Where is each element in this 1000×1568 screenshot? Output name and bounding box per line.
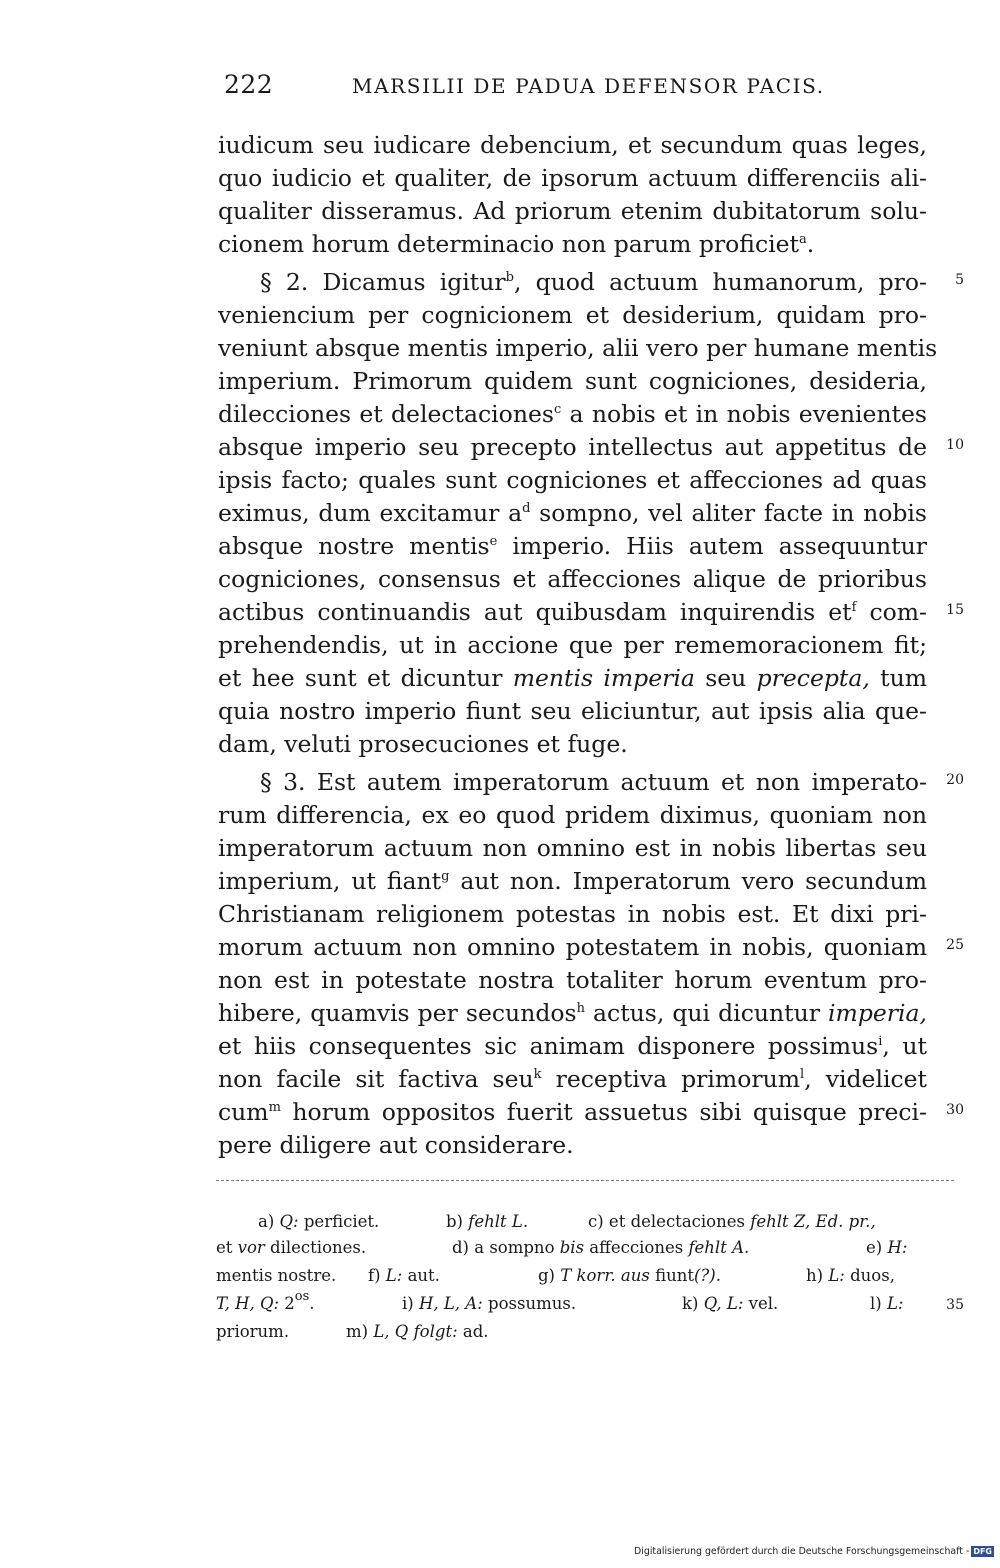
footnote-divider [216, 1180, 954, 1181]
digitization-credit: Digitalisierung gefördert durch die Deutsche Forschungsgemeinschaft - DFG [634, 1546, 992, 1557]
footnote-ref: h [576, 1001, 585, 1016]
text-line: dam, veluti prosecuciones et fuge. [218, 730, 628, 758]
footnote-i: i) H, L, A: possumus. [402, 1294, 577, 1313]
text-line: prehendendis, ut in accione que per rememoracionem fit; [218, 631, 927, 659]
text-line: et hiis consequentes sic animam disponere possimus$^i$, ut [218, 1032, 927, 1060]
footnote-ref: b [505, 270, 514, 285]
text-line: § 3. Est autem imperatorum actuum et non imperato- [260, 768, 927, 796]
text-line: dilecciones et delectaciones$^c$ a nobis et in nobis evenientes [218, 400, 927, 428]
dfg-logo-icon: DFG [973, 1547, 992, 1556]
line-number: 10 [946, 437, 964, 453]
text-line: non est in potestate nostra totaliter horum eventum pro- [218, 966, 927, 994]
footnote-k: k) Q, L: vel. [682, 1294, 779, 1313]
text-line: quia nostro imperio fiunt seu eliciuntur, aut ipsis alia que- [218, 697, 927, 725]
footnote-ref: d [522, 501, 531, 516]
text-line: morum actuum non omnino potestatem in nobis, quoniam [218, 933, 927, 961]
text-line: rum differencia, ex eo quod pridem diximus, quoniam non [218, 801, 927, 829]
footnote-ref: i [878, 1034, 883, 1049]
footnote-ref: c [553, 402, 562, 417]
text-line: imperatorum actuum non omnino est in nobis libertas seu [218, 834, 927, 862]
footnote-l-cont: priorum. [216, 1322, 290, 1341]
footnote-h-cont: T, H, Q: $2^{os}$. [216, 1289, 315, 1313]
footnote-c-cont: et vor dilectiones. [216, 1238, 367, 1257]
text-line: eximus, dum excitamur $a^d$ sompno, vel aliter facte in nobis [218, 499, 927, 527]
text-line: qualiter disseramus. Ad priorum etenim dubitatorum solu- [218, 197, 927, 225]
footnote-ref: a [799, 232, 807, 247]
text-line: actibus continuandis aut quibusdam inquirendis $et^f$ com- [218, 598, 927, 626]
footnote-b: b) fehlt L. [446, 1212, 529, 1231]
footnote-e-cont: mentis nostre. [216, 1266, 337, 1285]
running-head: MARSILII DE PADUA DEFENSOR PACIS. [352, 74, 825, 98]
footnote-h: h) L: duos, [806, 1266, 895, 1285]
text-line: veniunt absque mentis imperio, alii vero per humane mentis [218, 334, 938, 362]
footnote-g: g) T korr. aus fiunt(?). [538, 1266, 721, 1285]
line-number: 35 [946, 1297, 964, 1313]
text-line: hibere, quamvis per secundos$^h$ actus, qui dicuntur imperia, [218, 999, 927, 1027]
footnote-d: d) a sompno bis affecciones fehlt A. [452, 1238, 750, 1257]
line-number: 30 [946, 1102, 964, 1118]
text-line: veniencium per cognicionem et desiderium, quidam pro- [218, 301, 927, 329]
footnote-ref: m [268, 1100, 281, 1115]
footnote-ref: f [851, 600, 857, 615]
footnote-ref: g [441, 869, 450, 884]
footnote-e: e) H: [866, 1238, 908, 1257]
text-line: iudicum seu iudicare debencium, et secundum quas leges, [218, 131, 927, 159]
footnote-ref: e [489, 534, 498, 549]
line-number: 25 [946, 937, 964, 953]
text-line: non facile sit factiva seu$^k$ receptiva primorum$^l$, videlicet [218, 1065, 927, 1093]
line-number: 20 [946, 772, 964, 788]
page-number: 222 [224, 70, 274, 99]
footnote-c: c) et delectaciones fehlt Z, Ed. pr., [588, 1212, 876, 1231]
text-line: § 2. Dicamus igitur$^b$, quod actuum humanorum, pro- [260, 268, 927, 296]
text-line: ipsis facto; quales sunt cogniciones et affecciones ad quas [218, 466, 927, 494]
footnote-m: m) L, Q folgt: ad. [346, 1322, 489, 1341]
text-line: cogniciones, consensus et affecciones alique de prioribus [218, 565, 927, 593]
footnote-a: a) Q: perficiet. [258, 1212, 380, 1231]
footnote-f: f) L: aut. [368, 1266, 440, 1285]
footnote-ref: l [800, 1067, 805, 1082]
text-line: quo iudicio et qualiter, de ipsorum actuum differenciis ali- [218, 164, 927, 192]
footnote-ref: k [533, 1067, 542, 1082]
text-line: et hee sunt et dicuntur mentis imperia seu precepta, tum [218, 664, 927, 692]
text-line: cum$^m$ horum oppositos fuerit assuetus sibi quisque preci- [218, 1098, 927, 1126]
footnote-l: l) L: [870, 1294, 904, 1313]
text-line: imperium, ut fiant$^g$ aut non. Imperatorum vero secundum [218, 867, 928, 895]
text-line: Christianam religionem potestas in nobis est. Et dixi pri- [218, 900, 927, 928]
line-number: 15 [946, 602, 964, 618]
text-line: absque imperio seu precepto intellectus aut appetitus de [218, 433, 927, 461]
line-number: 5 [955, 272, 964, 288]
text-line: pere diligere aut considerare. [218, 1131, 574, 1159]
text-line: imperium. Primorum quidem sunt cogniciones, desideria, [218, 367, 927, 395]
text-line: absque nostre mentis$^e$ imperio. Hiis autem assequuntur [218, 532, 927, 560]
text-line: cionem horum determinacio non parum proficiet$^a$. [218, 230, 815, 258]
